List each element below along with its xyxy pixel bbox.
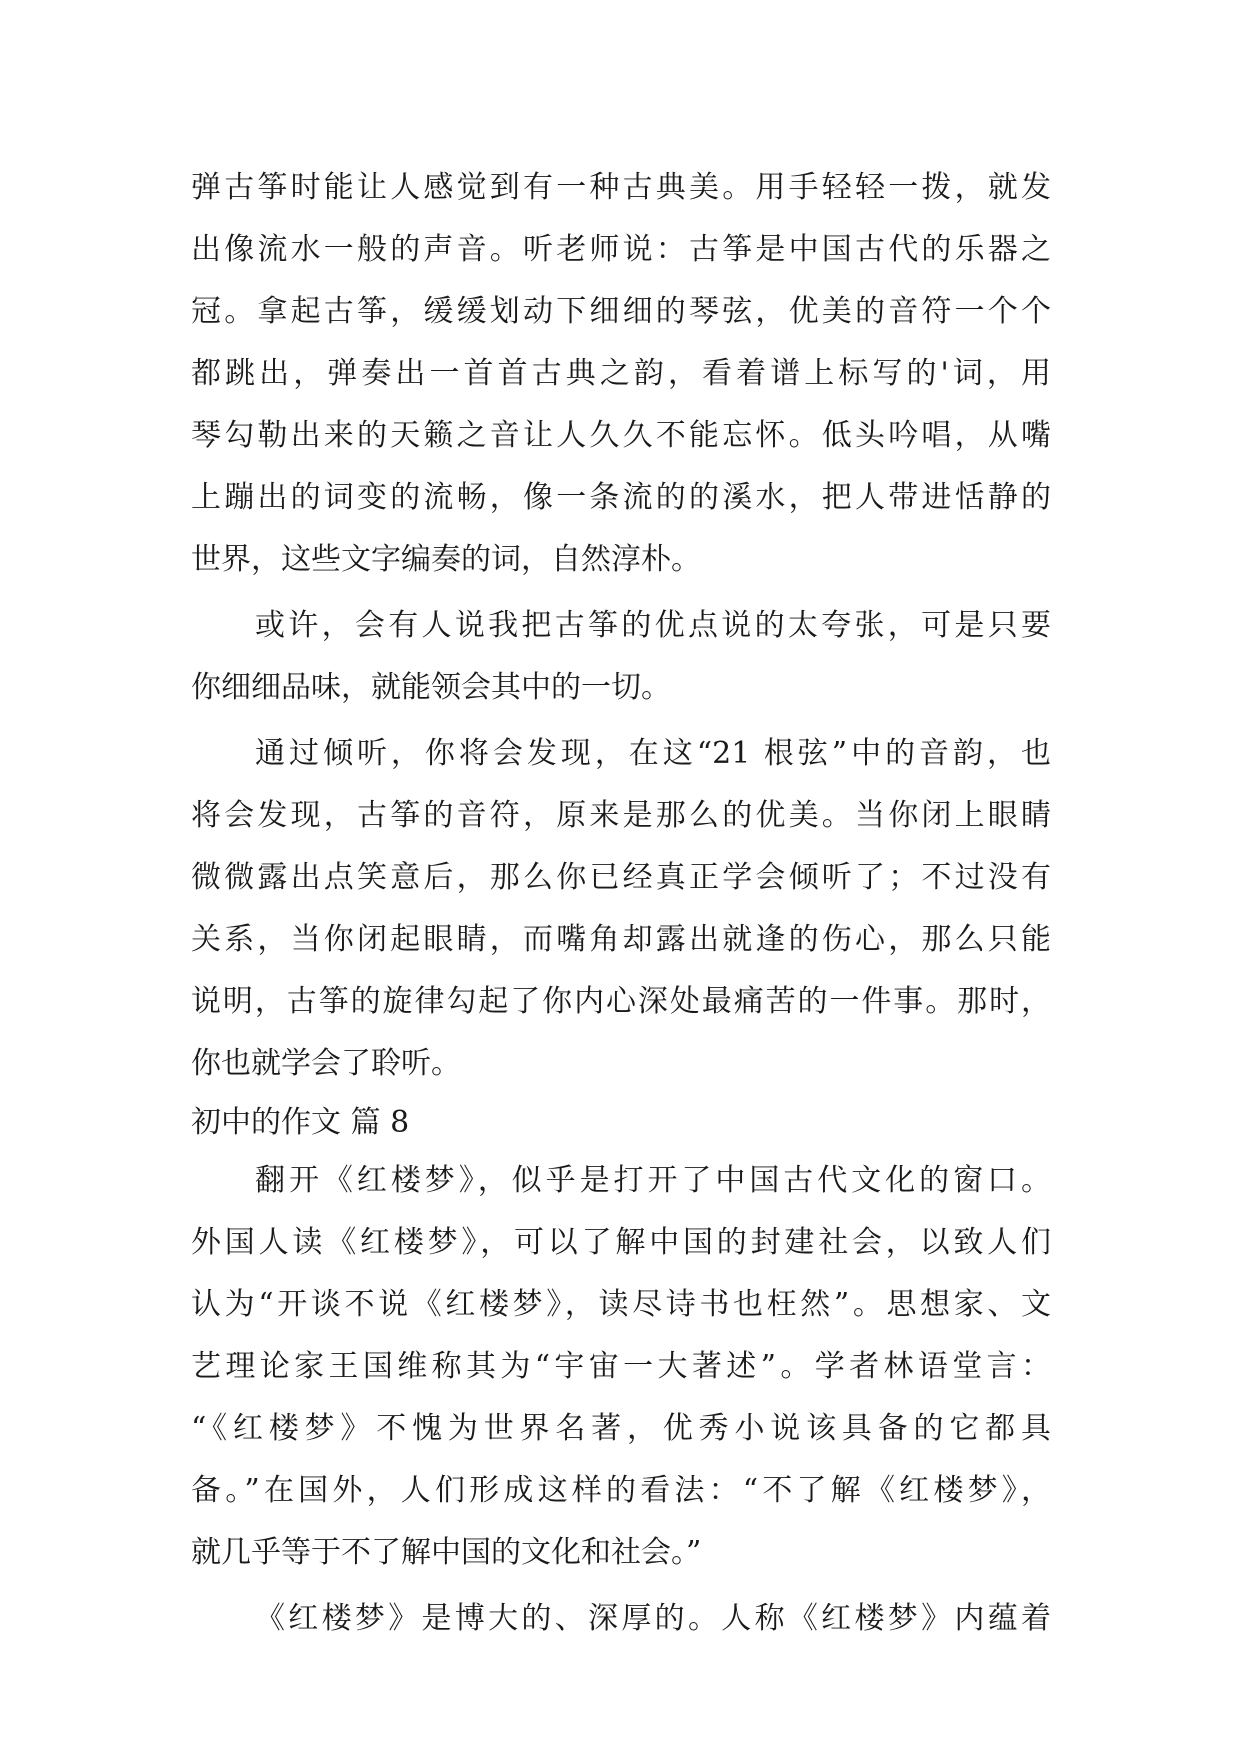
text-line: 你也就学会了聆听。 bbox=[191, 1046, 461, 1081]
text-line: 都跳出，弹奏出一首首古典之韵，看着谱上标写的'词，用 bbox=[191, 356, 1051, 391]
text-line: 你细细品味，就能领会其中的一切。 bbox=[191, 670, 671, 705]
text-line: 冠。拿起古筝，缓缓划动下细细的琴弦，优美的音符一个个 bbox=[191, 294, 1051, 329]
paragraph bbox=[191, 723, 1051, 1095]
text-line: 琴勾勒出来的天籁之音让人久久不能忘怀。低头吟唱，从嘴 bbox=[191, 418, 1051, 453]
text-line: 通过倾听，你将会发现，在这“21 根弦”中的音韵，也 bbox=[255, 736, 1051, 771]
text-line: 备。”在国外，人们形成这样的看法：“不了解《红楼梦》， bbox=[191, 1473, 1051, 1508]
section-heading: 初中的作文 篇 8 bbox=[191, 1105, 410, 1140]
paragraph bbox=[191, 1150, 1051, 1584]
text-line: “《红楼梦》不愧为世界名著，优秀小说该具备的它都具 bbox=[191, 1411, 1051, 1446]
text-line: 出像流水一般的声音。听老师说：古筝是中国古代的乐器之 bbox=[191, 232, 1051, 267]
paragraph bbox=[191, 595, 1051, 719]
paragraph bbox=[191, 157, 1051, 591]
paragraph bbox=[191, 1588, 1051, 1650]
text-line: 关系，当你闭起眼睛，而嘴角却露出就逢的伤心，那么只能 bbox=[191, 922, 1051, 957]
text-line: 翻开《红楼梦》，似乎是打开了中国古代文化的窗口。 bbox=[255, 1163, 1051, 1198]
text-line: 艺理论家王国维称其为“宇宙一大著述”。学者林语堂言： bbox=[191, 1349, 1051, 1384]
text-line: 就几乎等于不了解中国的文化和社会。” bbox=[191, 1535, 702, 1570]
text-line: 或许，会有人说我把古筝的优点说的太夸张，可是只要 bbox=[255, 608, 1051, 643]
text-line: 将会发现，古筝的音符，原来是那么的优美。当你闭上眼睛 bbox=[191, 798, 1051, 833]
text-line: 认为“开谈不说《红楼梦》，读尽诗书也枉然”。思想家、文 bbox=[191, 1287, 1051, 1322]
text-line: 微微露出点笑意后，那么你已经真正学会倾听了；不过没有 bbox=[191, 860, 1051, 895]
text-line: 说明，古筝的旋律勾起了你内心深处最痛苦的一件事。那时， bbox=[191, 984, 1051, 1019]
text-line: 弹古筝时能让人感觉到有一种古典美。用手轻轻一拨，就发 bbox=[191, 170, 1051, 205]
text-line: 外国人读《红楼梦》，可以了解中国的封建社会，以致人们 bbox=[191, 1225, 1051, 1260]
text-line: 世界，这些文字编奏的词，自然淳朴。 bbox=[191, 542, 701, 577]
document-body bbox=[191, 157, 1051, 1650]
text-line: 《红楼梦》是博大的、深厚的。人称《红楼梦》内蕴着 bbox=[255, 1601, 1051, 1636]
text-line: 上蹦出的词变的流畅，像一条流的的溪水，把人带进恬静的 bbox=[191, 480, 1051, 515]
